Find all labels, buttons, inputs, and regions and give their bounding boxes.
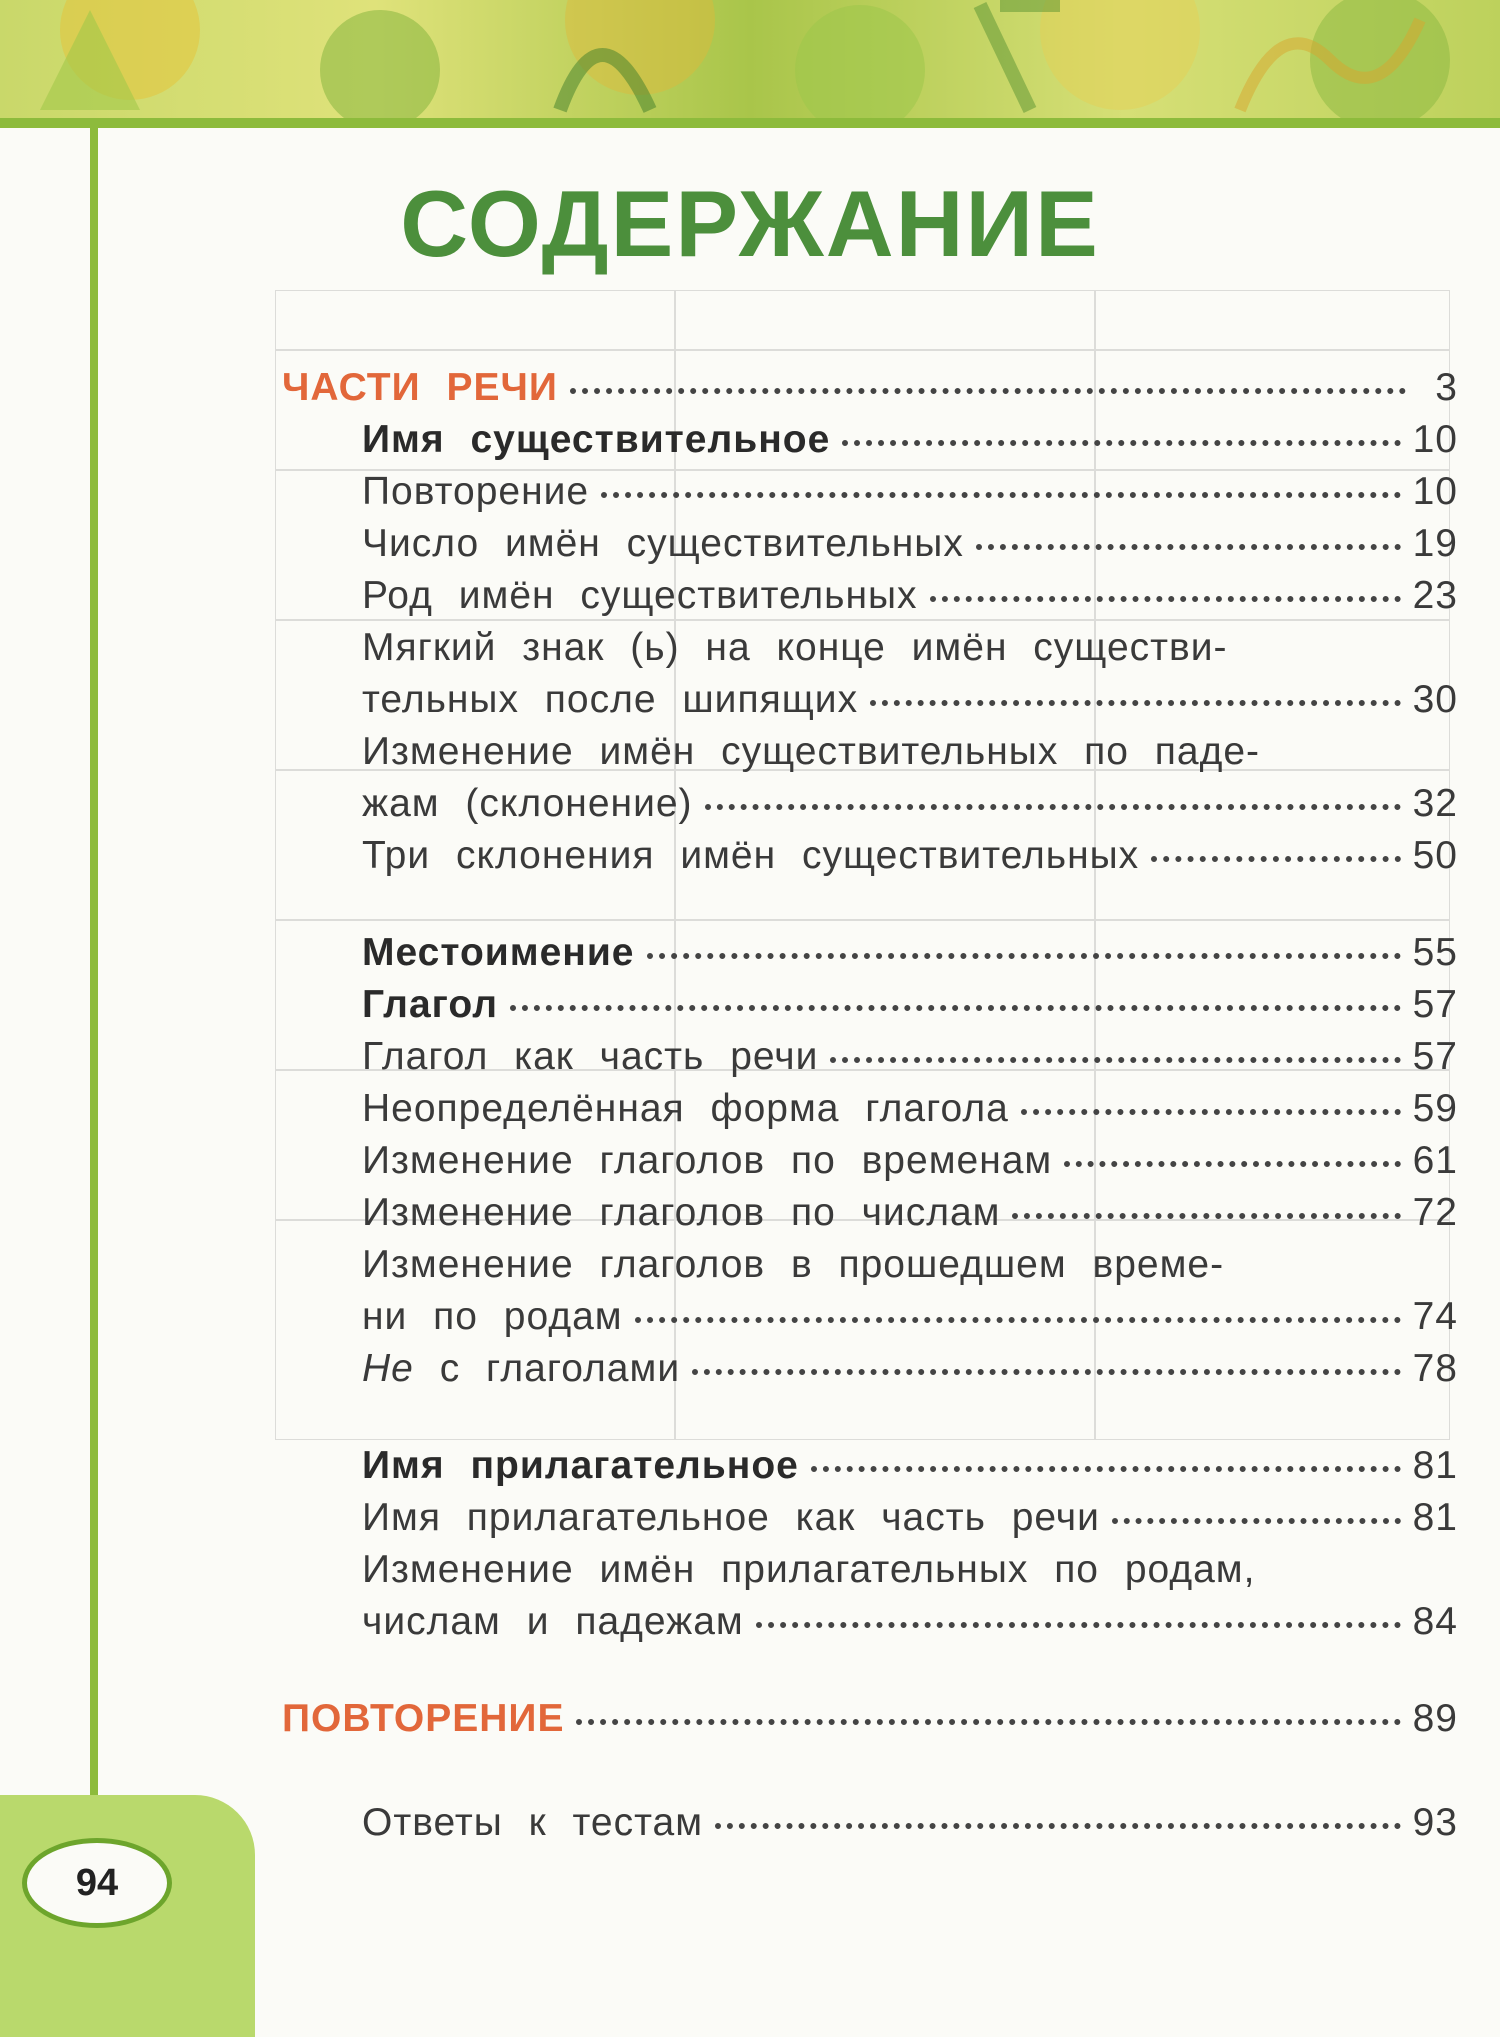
- toc-page-number: 55: [1412, 931, 1458, 974]
- dot-leader: [976, 544, 1401, 550]
- toc-page-number: 74: [1412, 1295, 1458, 1338]
- dot-leader: [1064, 1161, 1400, 1167]
- dot-leader: [570, 388, 1406, 394]
- toc-section-heading[interactable]: [282, 979, 1458, 1031]
- page-title: СОДЕРЖАНИЕ: [400, 171, 1100, 276]
- toc-entry[interactable]: [282, 674, 1458, 726]
- toc-entry-first-line: Изменение имён существительных по паде-: [362, 730, 1261, 773]
- toc-page-number: 10: [1412, 418, 1458, 461]
- toc-page-number: 59: [1412, 1087, 1458, 1130]
- toc-label: ЧАСТИ РЕЧИ: [282, 366, 558, 409]
- toc-section-heading[interactable]: [282, 1440, 1458, 1492]
- toc-entry[interactable]: [282, 1797, 1458, 1849]
- decorative-banner: [0, 0, 1500, 118]
- toc-entry-first-line: Изменение глаголов в прошедшем време-: [362, 1243, 1225, 1286]
- dot-leader: [930, 596, 1401, 602]
- toc-label: числам и падежам: [362, 1600, 744, 1643]
- dot-leader: [1151, 856, 1400, 862]
- toc-label: Имя прилагательное: [362, 1444, 799, 1487]
- toc-label: Число имён существительных: [362, 522, 964, 565]
- toc-page-number: 57: [1412, 983, 1458, 1026]
- toc-page-number: 57: [1412, 1035, 1458, 1078]
- toc-entry[interactable]: [282, 1083, 1458, 1135]
- toc-label: жам (склонение): [362, 782, 693, 825]
- toc-entry[interactable]: [282, 778, 1458, 830]
- toc-page-number: 50: [1412, 834, 1458, 877]
- dot-leader: [635, 1317, 1401, 1323]
- dot-leader: [1012, 1213, 1400, 1219]
- toc-label: ни по родам: [362, 1295, 623, 1338]
- toc-entry-first-line: Изменение имён прилагательных по родам,: [362, 1548, 1256, 1591]
- margin-line: [90, 118, 98, 1878]
- toc-entry[interactable]: [282, 1343, 1458, 1395]
- toc-label: тельных после шипящих: [362, 678, 859, 721]
- toc-label: Глагол: [362, 983, 498, 1026]
- toc-label: Изменение глаголов по числам: [362, 1191, 1001, 1234]
- toc-label: Неопределённая форма глагола: [362, 1087, 1009, 1130]
- toc-page-number: 93: [1412, 1801, 1458, 1844]
- dot-leader: [830, 1057, 1400, 1063]
- dot-leader: [811, 1466, 1401, 1472]
- dot-leader: [842, 440, 1400, 446]
- toc-label: Местоимение: [362, 931, 635, 974]
- toc-part-heading[interactable]: [282, 362, 1458, 414]
- toc-page-number: 78: [1412, 1347, 1458, 1390]
- toc-label: Род имён существительных: [362, 574, 918, 617]
- toc-label: с глаголами: [439, 1347, 681, 1390]
- dot-leader: [692, 1369, 1401, 1375]
- dot-leader: [647, 953, 1401, 959]
- toc-entry-first-line: Мягкий знак (ь) на конце имён существи-: [362, 626, 1228, 669]
- dot-leader: [870, 700, 1401, 706]
- table-of-contents: [282, 362, 1458, 1849]
- toc-page-number: 81: [1412, 1496, 1458, 1539]
- dot-leader: [1112, 1518, 1401, 1524]
- dot-leader: [756, 1622, 1401, 1628]
- toc-entry[interactable]: [282, 570, 1458, 622]
- toc-page-number: 3: [1435, 366, 1458, 409]
- toc-label: Ответы к тестам: [362, 1801, 704, 1844]
- toc-page-number: 23: [1412, 574, 1458, 617]
- dot-leader: [715, 1823, 1401, 1829]
- toc-section-heading[interactable]: [282, 927, 1458, 979]
- toc-page-number: 84: [1412, 1600, 1458, 1643]
- dot-leader: [576, 1719, 1400, 1725]
- toc-section-heading[interactable]: [282, 414, 1458, 466]
- toc-part-heading[interactable]: [282, 1693, 1458, 1745]
- toc-label: Имя прилагательное как часть речи: [362, 1496, 1100, 1539]
- dot-leader: [510, 1005, 1401, 1011]
- toc-entry[interactable]: [282, 1135, 1458, 1187]
- toc-entry[interactable]: [282, 1187, 1458, 1239]
- toc-label: Повторение: [362, 470, 590, 513]
- toc-page-number: 19: [1412, 522, 1458, 565]
- toc-label: Глагол как часть речи: [362, 1035, 819, 1078]
- page-number: 94: [22, 1838, 172, 1928]
- toc-page-number: 81: [1412, 1444, 1458, 1487]
- toc-entry[interactable]: [282, 1596, 1458, 1648]
- toc-page-number: 32: [1412, 782, 1458, 825]
- toc-label-italic: Не: [362, 1347, 414, 1390]
- toc-entry[interactable]: [282, 1291, 1458, 1343]
- toc-label: Изменение глаголов по временам: [362, 1139, 1053, 1182]
- dot-leader: [601, 492, 1401, 498]
- toc-page-number: 61: [1412, 1139, 1458, 1182]
- toc-entry[interactable]: [282, 1031, 1458, 1083]
- toc-page-number: 10: [1412, 470, 1458, 513]
- toc-entry[interactable]: [282, 830, 1458, 882]
- toc-label-wrap: [362, 1343, 680, 1395]
- dot-leader: [705, 804, 1401, 810]
- toc-label: Имя существительное: [362, 418, 831, 461]
- dot-leader: [1021, 1109, 1401, 1115]
- toc-page-number: 89: [1412, 1697, 1458, 1740]
- toc-label: Три склонения имён существительных: [362, 834, 1140, 877]
- toc-label: ПОВТОРЕНИЕ: [282, 1697, 565, 1740]
- toc-entry[interactable]: [282, 1492, 1458, 1544]
- toc-entry[interactable]: [282, 518, 1458, 570]
- banner-divider: [0, 118, 1500, 128]
- toc-page-number: 72: [1412, 1191, 1458, 1234]
- toc-page-number: 30: [1412, 678, 1458, 721]
- decorative-letters-image: [0, 0, 1500, 118]
- toc-entry[interactable]: [282, 466, 1458, 518]
